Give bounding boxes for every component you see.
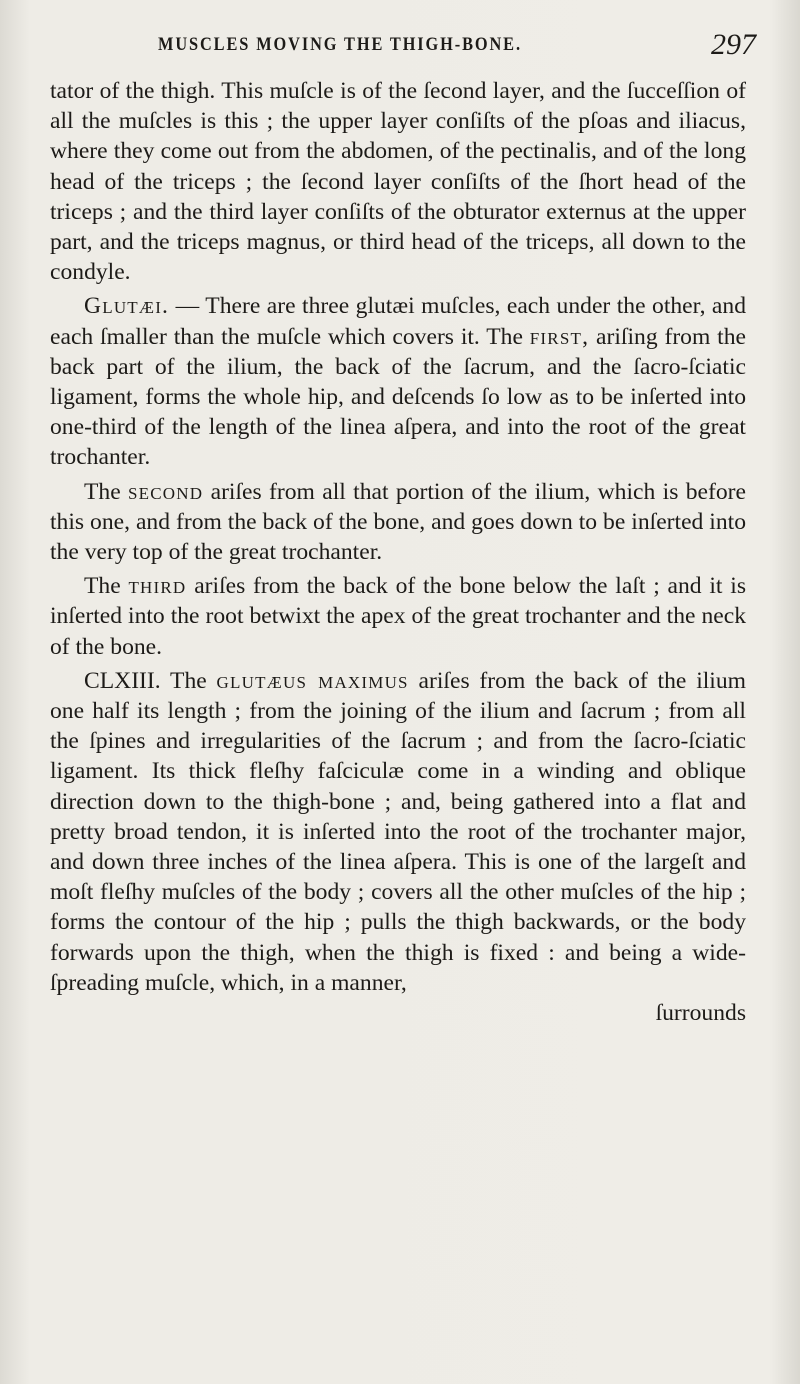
page-number: 297 xyxy=(711,28,756,61)
paragraph-text: CLXIII. The xyxy=(84,667,217,694)
small-caps-term: third xyxy=(128,573,187,600)
paragraph-glutaei xyxy=(50,291,746,472)
paragraph-continuation xyxy=(50,76,746,287)
paragraph-third xyxy=(50,571,746,662)
paragraph-second xyxy=(50,477,746,568)
paragraph-text: — There are three glutæi muſcles, each under the other, and each ſmaller than the muſcle which covers it. The xyxy=(50,293,746,350)
paragraph-text: tator of the thigh. This muſcle is of the ſecond layer, and the ſucceſſion of all the muſcles is this ; the upper layer conſiſts of the pſoas and iliacus, where they come out from the abdomen, of the pectinalis, and of the long head of the triceps ; the ſecond layer conſiſts of the ſhort head of the triceps ; and the third layer conſiſts of the obturator externus at the upper part, and the triceps magnus, or third head of the triceps, all down to the condyle. xyxy=(50,78,746,286)
catchword: ſurrounds xyxy=(655,1000,746,1027)
paragraph-clxiii xyxy=(50,666,746,998)
small-caps-term: second xyxy=(128,478,204,505)
small-caps-term: first, xyxy=(529,323,590,350)
paragraph-text: ariſes from the back of the bone below the laſt ; and it is inſerted into the root betwixt the apex of the great trochanter and the neck of the bone. xyxy=(50,573,746,660)
paragraph-text: ariſes from all that portion of the ilium, which is before this one, and from the back of the bone, and goes down to be inſerted into the very top of the great trochanter. xyxy=(50,478,746,566)
running-title: MUSCLES MOVING THE THIGH-BONE. xyxy=(158,34,522,55)
paragraph-text: ariſing from the back part of the ilium, the back of the ſacrum, and the ſacro-ſciatic ligament, forms the whole hip, and deſcends ſo low as to be inſerted into one-third of the length of the linea aſpera, and into the root of the great trochanter. xyxy=(50,323,746,471)
body-text xyxy=(50,76,746,1028)
paragraph-text: The xyxy=(84,478,129,505)
small-caps-term: glutæus maximus xyxy=(216,667,409,694)
running-head xyxy=(40,28,760,64)
paragraph-text: The xyxy=(84,573,129,600)
paragraph-text: ariſes from the back of the ilium one half its length ; from the joining of the ilium and ſacrum ; from all the ſpines and irregularities of the ſacrum ; and from the ſacro-ſciatic ligament. Its thick fleſhy faſciculæ come in a winding and oblique direction down to the thigh-bone ; and, being gathered into a flat and pretty broad tendon, it is inſerted into the root of the trochanter major, and down three inches of the linea aſpera. This is one of the largeſt and moſt fleſhy muſcles of the body ; covers all the other muſcles of the hip ; forms the contour of the hip ; pulls the thigh backwards, or the body forwards upon the thigh, when the thigh is fixed : and being a wide-ſpreading muſcle, which, in a manner, xyxy=(50,667,747,996)
section-heading: Glutæi. xyxy=(84,293,170,320)
